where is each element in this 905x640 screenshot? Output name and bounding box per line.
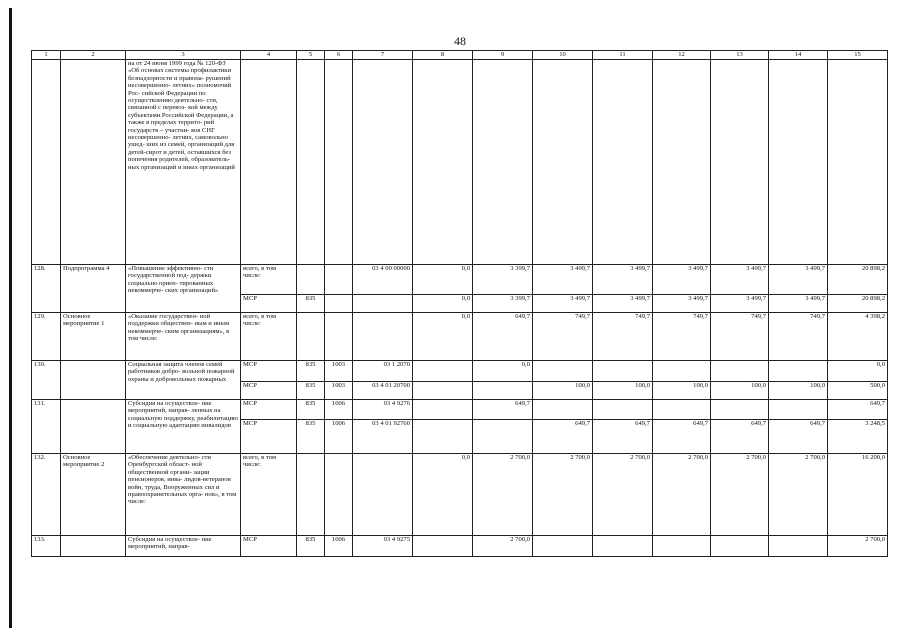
value-cell bbox=[413, 382, 473, 400]
gov-code: 835 bbox=[297, 295, 325, 313]
section-code: 1006 bbox=[325, 536, 353, 557]
value-cell: 3 499,7 bbox=[533, 295, 593, 313]
value-cell: 649,7 bbox=[533, 420, 593, 454]
value-cell bbox=[473, 382, 533, 400]
measure-name: «Обеспечение деятельно- сти Оренбургской област- ной общественной органи- зации пенсионеров, инва- лидов-ветеранов войн, труда, Вооруженных сил и правоохранительных орга- нов», в том числе: bbox=[126, 454, 241, 536]
gov-code: 835 bbox=[297, 361, 325, 382]
value-cell bbox=[413, 400, 473, 420]
measure-type: Подпрограмма 4 bbox=[61, 265, 126, 313]
value-cell: 2 700,0 bbox=[711, 454, 769, 536]
gov-code: 835 bbox=[297, 420, 325, 454]
value-cell bbox=[413, 420, 473, 454]
value-cell: 0,0 bbox=[413, 295, 473, 313]
row-number: 132. bbox=[32, 454, 61, 536]
value-cell: 3 499,7 bbox=[769, 295, 828, 313]
value-cell bbox=[593, 536, 653, 557]
section-code bbox=[325, 454, 353, 536]
value-cell: 3 499,7 bbox=[711, 295, 769, 313]
value-cell: 100,0 bbox=[653, 382, 711, 400]
table-row-128a bbox=[32, 265, 888, 295]
value-cell: 649,7 bbox=[769, 420, 828, 454]
target-code bbox=[353, 454, 413, 536]
target-code: 03 4 9275 bbox=[353, 536, 413, 557]
value-cell: 649,7 bbox=[711, 420, 769, 454]
value-cell: 0,0 bbox=[413, 313, 473, 361]
value-cell: 749,7 bbox=[533, 313, 593, 361]
value-cell: 0,0 bbox=[413, 454, 473, 536]
col-header: 6 bbox=[325, 51, 353, 60]
value-cell bbox=[593, 400, 653, 420]
value-cell bbox=[769, 361, 828, 382]
col-header: 1 bbox=[32, 51, 61, 60]
funding-source: всего, в том числе: bbox=[241, 265, 297, 295]
value-cell: 2 700,0 bbox=[533, 454, 593, 536]
value-cell: 749,7 bbox=[769, 313, 828, 361]
total-cell: 500,0 bbox=[828, 382, 888, 400]
value-cell: 3 499,7 bbox=[653, 295, 711, 313]
row-number: 133. bbox=[32, 536, 61, 557]
row-number: 130. bbox=[32, 361, 61, 400]
row-number: 129. bbox=[32, 313, 61, 361]
value-cell: 100,0 bbox=[711, 382, 769, 400]
value-cell bbox=[533, 361, 593, 382]
target-code: 03 4 9276 bbox=[353, 400, 413, 420]
gov-code: 835 bbox=[297, 400, 325, 420]
target-code: 03 4 01 92760 bbox=[353, 420, 413, 454]
value-cell: 3 499,7 bbox=[593, 265, 653, 295]
measure-name: на от 24 июня 1999 года № 120-ФЗ «Об основах системы профилактики безнадзорности и правона- рушений несовершенно- летних» полномочий Рос- сийской Федерации по осуществлению деятельно- сти, связанной с перевоз- кой между субъектами Российской Федерации, а также в пределах террито- рий государств – участни- ков СНГ несовершенно- летних, самовольно ушед- ших из семей, организаций для детей-сирот и детей, оставшихся без попечения родителей, образователь- ных организаций и иных организаций bbox=[126, 60, 241, 265]
value-cell: 3 499,7 bbox=[711, 265, 769, 295]
value-cell: 2 700,0 bbox=[769, 454, 828, 536]
total-cell: 2 700,0 bbox=[828, 536, 888, 557]
funding-source: МСР bbox=[241, 361, 297, 382]
col-header: 15 bbox=[828, 51, 888, 60]
col-header: 10 bbox=[533, 51, 593, 60]
table-row-132 bbox=[32, 454, 888, 536]
gov-code bbox=[297, 313, 325, 361]
col-header: 7 bbox=[353, 51, 413, 60]
budget-table bbox=[31, 50, 888, 557]
value-cell bbox=[711, 361, 769, 382]
section-code: 1003 bbox=[325, 382, 353, 400]
value-cell bbox=[593, 361, 653, 382]
value-cell: 2 700,0 bbox=[653, 454, 711, 536]
target-code: 03 4 01 20700 bbox=[353, 382, 413, 400]
gov-code bbox=[297, 265, 325, 295]
section-code: 1003 bbox=[325, 361, 353, 382]
value-cell bbox=[711, 400, 769, 420]
row-number: 128. bbox=[32, 265, 61, 313]
target-code: 03 1 2070 bbox=[353, 361, 413, 382]
measure-type: Основное мероприятие 2 bbox=[61, 454, 126, 536]
funding-source: МСР bbox=[241, 400, 297, 420]
value-cell: 100,0 bbox=[593, 382, 653, 400]
total-cell: 4 398,2 bbox=[828, 313, 888, 361]
value-cell: 3 499,7 bbox=[593, 295, 653, 313]
value-cell: 0,0 bbox=[473, 361, 533, 382]
section-code bbox=[325, 313, 353, 361]
value-cell bbox=[413, 536, 473, 557]
col-header: 9 bbox=[473, 51, 533, 60]
measure-name: «Оказание государствен- ной поддержки обществен- ным и иным некоммерче- ским организациям», в том числе: bbox=[126, 313, 241, 361]
col-header: 12 bbox=[653, 51, 711, 60]
value-cell: 3 499,7 bbox=[533, 265, 593, 295]
page-edge-bar bbox=[9, 8, 12, 628]
gov-code: 835 bbox=[297, 536, 325, 557]
total-cell: 0,0 bbox=[828, 361, 888, 382]
gov-code: 835 bbox=[297, 382, 325, 400]
value-cell bbox=[413, 361, 473, 382]
table-row-continuation bbox=[32, 60, 888, 265]
measure-name: Субсидия на осуществле- ние мероприятий, направ- ленных на социальную поддержку, реабилитацию и социальную адаптацию инвалидов bbox=[126, 400, 241, 454]
value-cell: 749,7 bbox=[593, 313, 653, 361]
row-number: 131. bbox=[32, 400, 61, 454]
value-cell: 2 700,0 bbox=[473, 536, 533, 557]
total-cell: 20 898,2 bbox=[828, 265, 888, 295]
col-header: 8 bbox=[413, 51, 473, 60]
column-numbers-row bbox=[32, 51, 888, 60]
measure-name: Социальная защита членов семей работников добро- вольной пожарной охраны и добровольных пожарных bbox=[126, 361, 241, 400]
measure-type: Основное мероприятие 1 bbox=[61, 313, 126, 361]
value-cell: 649,7 bbox=[473, 400, 533, 420]
col-header: 3 bbox=[126, 51, 241, 60]
target-code bbox=[353, 295, 413, 313]
value-cell: 2 700,0 bbox=[593, 454, 653, 536]
value-cell bbox=[533, 400, 593, 420]
section-code: 1006 bbox=[325, 420, 353, 454]
col-header: 11 bbox=[593, 51, 653, 60]
funding-source: МСР bbox=[241, 382, 297, 400]
table-row-133 bbox=[32, 536, 888, 557]
funding-source: МСР bbox=[241, 536, 297, 557]
value-cell bbox=[711, 536, 769, 557]
value-cell bbox=[769, 400, 828, 420]
target-code: 03 4 00 00000 bbox=[353, 265, 413, 295]
value-cell bbox=[653, 361, 711, 382]
value-cell: 3 399,7 bbox=[473, 265, 533, 295]
value-cell bbox=[769, 536, 828, 557]
col-header: 2 bbox=[61, 51, 126, 60]
table-row-129 bbox=[32, 313, 888, 361]
measure-name: «Повышение эффективно- сти государственной под- держки социально ориен- тированных некоммерче- ских организаций» bbox=[126, 265, 241, 313]
total-cell: 3 248,5 bbox=[828, 420, 888, 454]
col-header: 5 bbox=[297, 51, 325, 60]
measure-name: Субсидия на осуществле- ние мероприятий, направ- bbox=[126, 536, 241, 557]
value-cell bbox=[473, 420, 533, 454]
value-cell: 2 700,0 bbox=[473, 454, 533, 536]
funding-source: МСР bbox=[241, 295, 297, 313]
funding-source: всего, в том числе: bbox=[241, 313, 297, 361]
col-header: 4 bbox=[241, 51, 297, 60]
section-code bbox=[325, 265, 353, 295]
value-cell: 749,7 bbox=[711, 313, 769, 361]
col-header: 14 bbox=[769, 51, 828, 60]
page-number: 48 bbox=[454, 34, 466, 48]
value-cell: 649,7 bbox=[653, 420, 711, 454]
funding-source: МСР bbox=[241, 420, 297, 454]
gov-code bbox=[297, 454, 325, 536]
value-cell: 3 399,7 bbox=[473, 295, 533, 313]
value-cell: 0,0 bbox=[413, 265, 473, 295]
value-cell: 3 499,7 bbox=[653, 265, 711, 295]
value-cell bbox=[653, 536, 711, 557]
table-row-131a bbox=[32, 400, 888, 420]
section-code: 1006 bbox=[325, 400, 353, 420]
value-cell: 100,0 bbox=[769, 382, 828, 400]
total-cell: 20 898,2 bbox=[828, 295, 888, 313]
value-cell bbox=[533, 536, 593, 557]
value-cell: 749,7 bbox=[653, 313, 711, 361]
section-code bbox=[325, 295, 353, 313]
value-cell: 649,7 bbox=[473, 313, 533, 361]
value-cell: 3 499,7 bbox=[769, 265, 828, 295]
value-cell: 649,7 bbox=[593, 420, 653, 454]
col-header: 13 bbox=[711, 51, 769, 60]
total-cell: 649,7 bbox=[828, 400, 888, 420]
target-code bbox=[353, 313, 413, 361]
total-cell: 16 200,0 bbox=[828, 454, 888, 536]
value-cell: 100,0 bbox=[533, 382, 593, 400]
funding-source: всего, в том числе: bbox=[241, 454, 297, 536]
table-row-130a bbox=[32, 361, 888, 382]
value-cell bbox=[653, 400, 711, 420]
